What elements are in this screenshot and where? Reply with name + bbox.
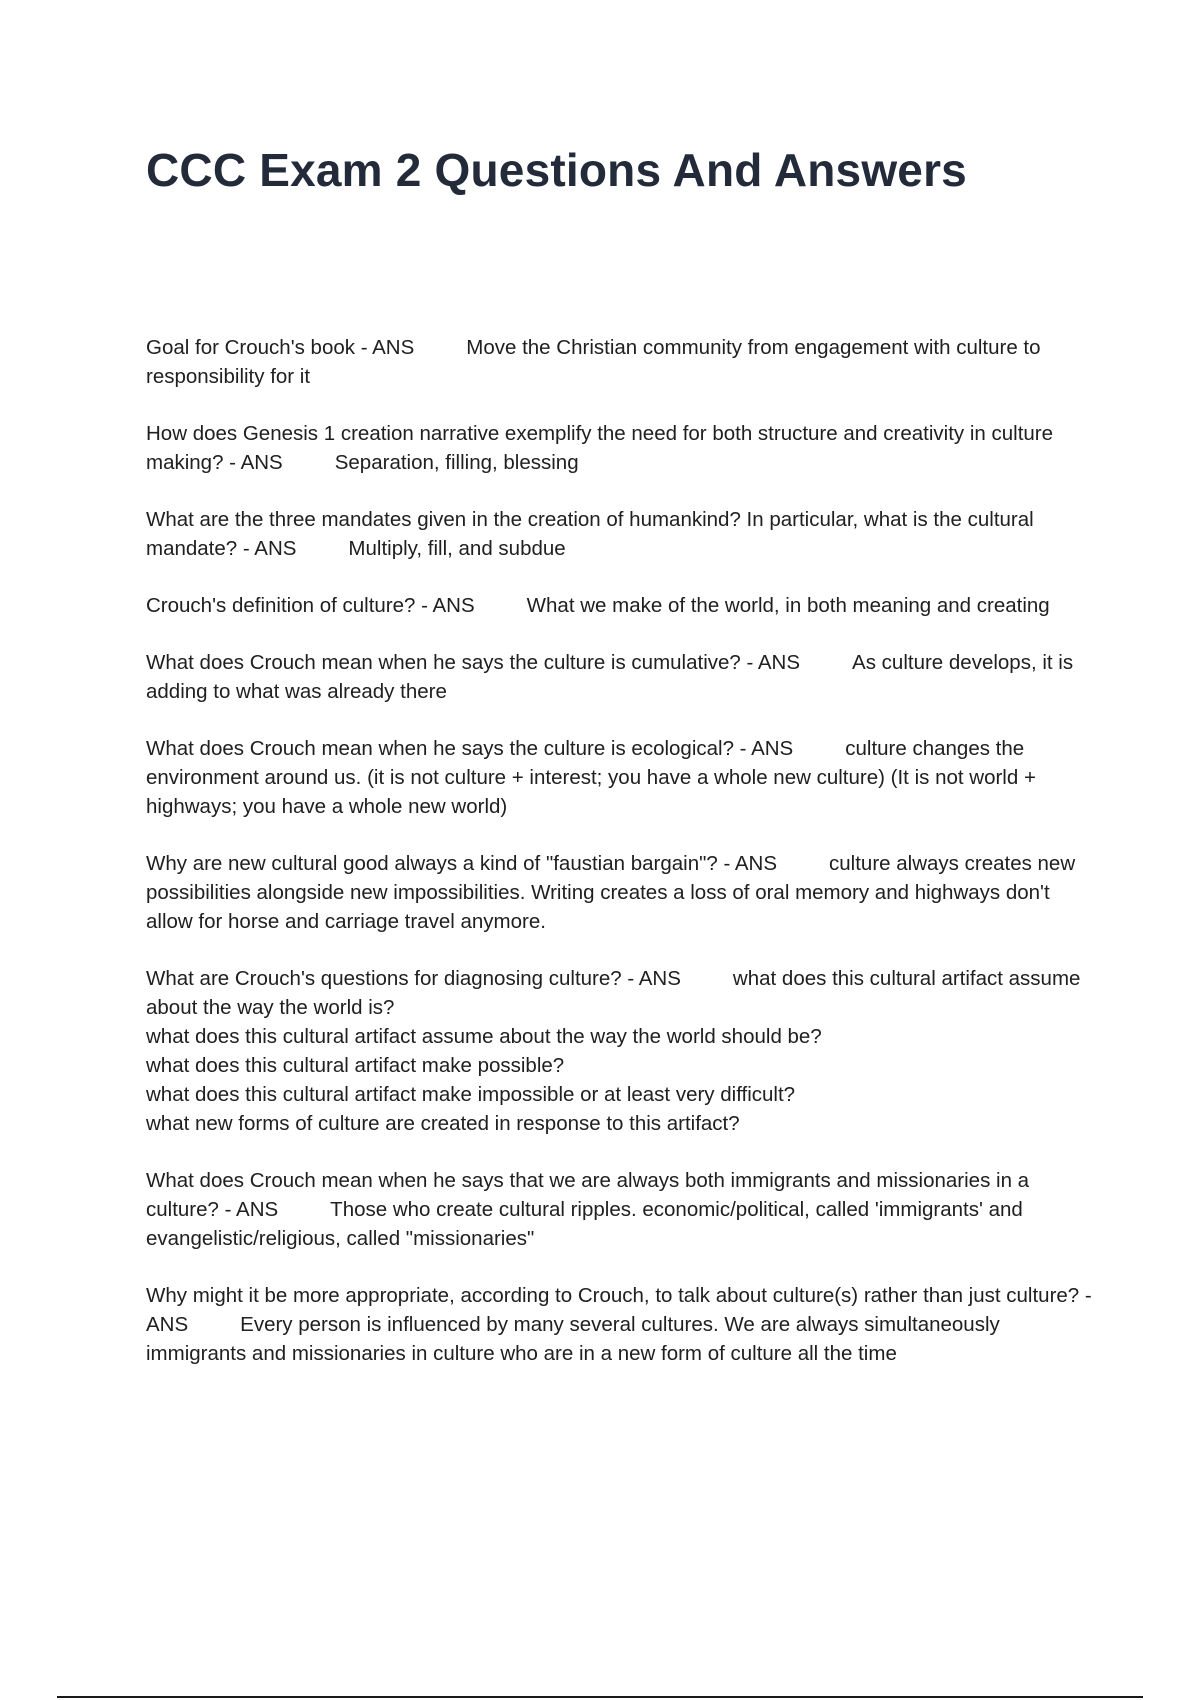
question-text: Why are new cultural good always a kind of "faustian bargain"? - ANS <box>146 852 778 875</box>
answer-text: culture changes the environment around us. (it is not culture + interest; you have a whole new culture) (It is not world + highways; you have a whole new world) <box>146 737 1036 818</box>
answer-text: As culture develops, it is adding to what was already there <box>146 651 1074 703</box>
answer-line: what does this cultural artifact assume about the way the world should be? <box>146 1025 822 1048</box>
qa-item <box>146 734 1096 821</box>
qa-item <box>146 1281 1096 1368</box>
qa-item <box>146 591 1096 620</box>
question-text: Why might it be more appropriate, according to Crouch, to talk about culture(s) rather than just culture? - ANS <box>146 1284 1092 1336</box>
answer-text: Multiply, fill, and subdue <box>348 537 566 560</box>
footer-divider <box>57 1696 1143 1698</box>
question-text: What are the three mandates given in the creation of humankind? In particular, what is the cultural mandate? - ANS <box>146 508 1034 560</box>
answer-text: Those who create cultural ripples. economic/political, called 'immigrants' and evangelistic/religious, called "missionaries" <box>146 1198 1023 1250</box>
question-text: What does Crouch mean when he says the culture is cumulative? - ANS <box>146 651 801 674</box>
question-text: Crouch's definition of culture? - ANS <box>146 594 475 617</box>
question-text: What does Crouch mean when he says that we are always both immigrants and missionaries in a culture? - ANS <box>146 1169 1030 1221</box>
answer-line: what new forms of culture are created in response to this artifact? <box>146 1112 740 1135</box>
question-text: What are Crouch's questions for diagnosing culture? - ANS <box>146 967 681 990</box>
qa-item <box>146 419 1096 477</box>
qa-item <box>146 849 1096 936</box>
answer-text: what does this cultural artifact assume about the way the world is? <box>146 967 1081 1019</box>
answer-text: culture always creates new possibilities alongside new impossibilities. Writing creates a loss of oral memory and highways don't allow for horse and carriage travel anymore. <box>146 852 1076 933</box>
question-text: How does Genesis 1 creation narrative exemplify the need for both structure and creativity in culture making? - ANS <box>146 422 1054 474</box>
question-text: Goal for Crouch's book - ANS <box>146 336 415 359</box>
qa-item <box>146 1166 1096 1253</box>
answer-text: What we make of the world, in both meaning and creating <box>526 594 1050 617</box>
qa-item <box>146 333 1096 391</box>
page-title: CCC Exam 2 Questions And Answers <box>146 144 967 196</box>
answer-text: Every person is influenced by many several cultures. We are always simultaneously immigrants and missionaries in culture who are in a new form of culture all the time <box>146 1313 1000 1365</box>
answer-line: what does this cultural artifact make impossible or at least very difficult? <box>146 1083 796 1106</box>
question-text: What does Crouch mean when he says the culture is ecological? - ANS <box>146 737 794 760</box>
answer-text: Move the Christian community from engagement with culture to responsibility for it <box>146 336 1041 388</box>
answer-text: Separation, filling, blessing <box>334 451 579 474</box>
qa-item <box>146 964 1096 1138</box>
qa-item <box>146 505 1096 563</box>
qa-list <box>146 333 1096 1396</box>
answer-line: what does this cultural artifact make possible? <box>146 1054 565 1077</box>
qa-item <box>146 648 1096 706</box>
